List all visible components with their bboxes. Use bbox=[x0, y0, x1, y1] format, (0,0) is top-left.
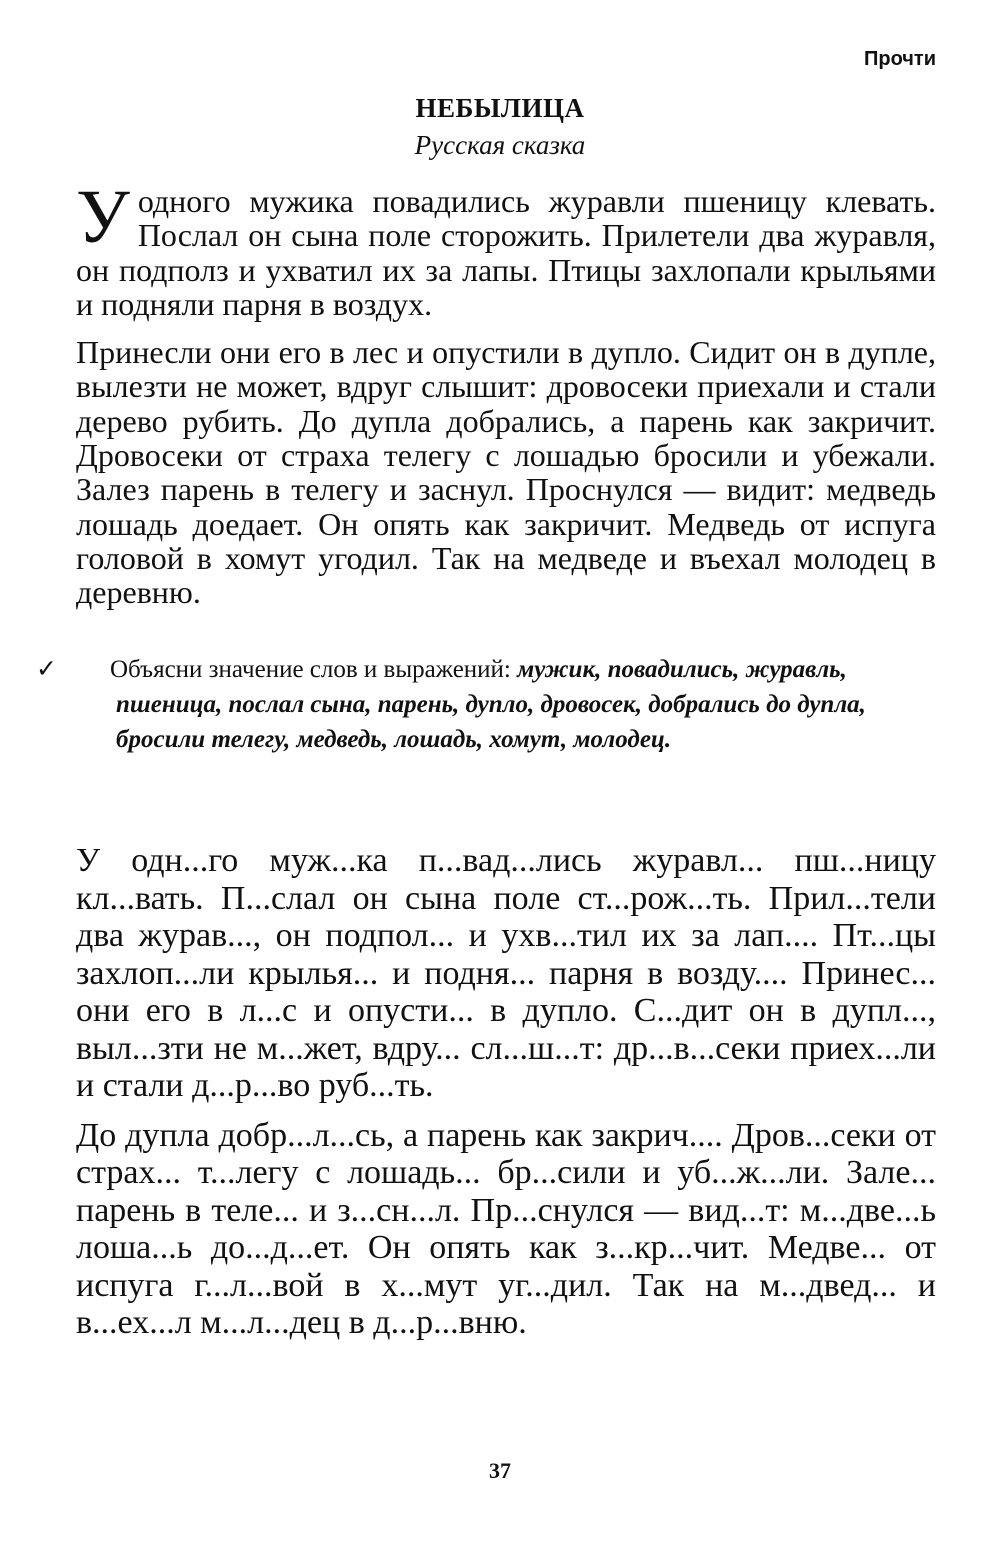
spelling-exercise bbox=[76, 842, 936, 1354]
page-number: 37 bbox=[489, 1458, 511, 1483]
story-subtitle: Русская сказка bbox=[414, 130, 586, 160]
drop-cap: У bbox=[76, 175, 130, 259]
exercise-paragraph-1: У одн...го муж...ка п...вад...лись журавл... пш...ницу кл...вать. П...слал он сына поле ст...рож...ть. Прил...тели два журав..., он подпол... и ухв...тил их за лап.... Пт...цы захлоп...ли крылья... и подня... парня в возду.... Принес... они его в л...с и опусти... в дупло. С...дит он в дупл..., выл...зти не м...жет, вдру... сл...ш...т: др...в...секи приех...ли и стали д...р...во руб...ть. bbox=[76, 842, 936, 1104]
story-paragraph-1-text: одного мужика повадились журавли пшеницу клевать. Послал он сына поле сторожить. Прилетели два журавля, он подполз и ухватил их за лапы. Птицы захлопали крыльями и подняли парня в воздух. bbox=[76, 183, 936, 322]
title-block bbox=[0, 90, 1000, 164]
story-paragraph-1 bbox=[76, 175, 936, 322]
task-text bbox=[36, 652, 936, 757]
section-label: Прочти bbox=[863, 48, 936, 70]
task-words: мужик, повадились, журавль, пшеница, послал сына, парень, дупло, дровосек, добрались до дупла, бросили телегу, медведь, лошадь, хомут, молодец. bbox=[116, 656, 866, 753]
task-instruction: Объясни значение слов и выражений: bbox=[110, 656, 518, 683]
story-title: НЕБЫЛИЦА bbox=[415, 93, 585, 123]
story-text bbox=[76, 175, 936, 624]
vocabulary-task bbox=[36, 652, 936, 757]
check-mark-icon: ✓ bbox=[36, 656, 57, 683]
exercise-paragraph-2: До дупла добр...л...сь, а парень как закрич.... Дров...секи от страх... т...легу с лошадь... бр...сили и уб...ж...ли. Зале... парень в теле... и з...сн...л. Пр...снулся — вид...т: м...две...ь лоша...ь до...д...ет. Он опять как з...кр...чит. Медве... от испуга г...л...вой в х...мут уг...дил. Так на м...двед... и в...ех...л м...л...дец в д...р...вню. bbox=[76, 1116, 936, 1341]
story-paragraph-2: Принесли они его в лес и опустили в дупло. Сидит он в дупле, вылезти не может, вдруг слышит: дровосеки приехали и стали дерево рубить. До дупла добрались, а парень как закричит. Дровосеки от страха телегу с лошадью бросили и убежали. Залез парень в телегу и заснул. Проснулся — видит: медведь лошадь доедает. Он опять как закричит. Медведь от испуга головой в хомут угодил. Так на медведе и въехал молодец в деревню. bbox=[76, 334, 936, 611]
